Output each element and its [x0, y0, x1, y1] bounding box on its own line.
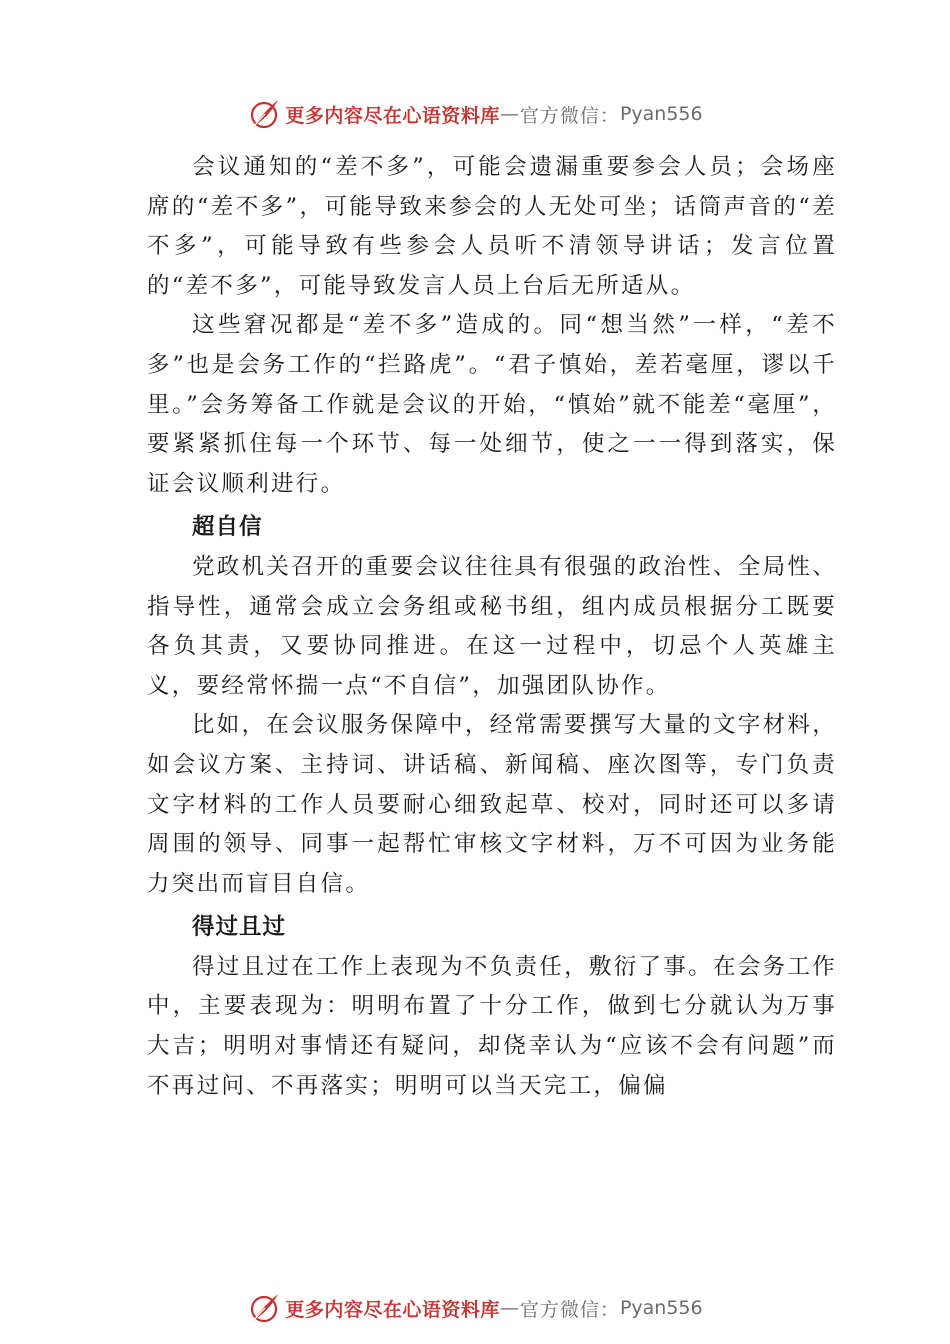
footer-wechat-account: Pyan556 [619, 1297, 703, 1319]
paragraph-2: 这些窘况都是“差不多”造成的。同“想当然”一样，“差不多”也是会务工作的“拦路虎”。“君子慎始，差若毫厘，谬以千里。”会务筹备工作就是会议的开始，“慎始”就不能差“毫厘”，要紧紧抓住每一个环节、每一处细节，使之一一得到落实，保证会议顺利进行。 [147, 312, 837, 497]
banner-site-name: 更多内容尽在心语资料库 [285, 104, 500, 127]
quill-circle-logo-icon [247, 1291, 281, 1325]
footer-wechat-label: 官方微信： [519, 1298, 620, 1321]
paragraph-4: 比如，在会议服务保障中，经常需要撰写大量的文字材料，如会议方案、主持词、讲话稿、新闻稿、座次图等，专门负责文字材料的工作人员要耐心细致起草、校对，同时还可以多请周围的领导、同事一起帮忙审核文字材料，万不可因为业务能力突出而盲目自信。 [147, 712, 837, 897]
paragraph-5: 得过且过在工作上表现为不负责任，敷衍了事。在会务工作中，主要表现为：明明布置了十分工作，做到七分就认为万事大吉；明明对事情还有疑问，却侥幸认为“应该不会有问题”而不再过问、不再落实；明明可以当天完工，偏偏 [147, 953, 837, 1099]
footer-banner [0, 1288, 950, 1328]
banner-dash: — [499, 103, 520, 125]
paragraph-3: 党政机关召开的重要会议往往具有很强的政治性、全局性、指导性，通常会成立会务组或秘书组，组内成员根据分工既要各负其责，又要协同推进。在这一过程中，切忌个人英雄主义，要经常怀揣一点“不自信”，加强团队协作。 [147, 553, 837, 699]
quill-circle-logo-icon [247, 97, 281, 131]
banner-wechat-label: 官方微信： [519, 104, 620, 127]
paragraph-1: 会议通知的“差不多”，可能会遗漏重要参会人员；会场座席的“差不多”，可能导致来参会的人无处可坐；话筒声音的“差不多”，可能导致有些参会人员听不清领导讲话；发言位置的“差不多”，可能导致发言人员上台后无所适从。 [147, 154, 837, 299]
banner-wechat-account: Pyan556 [619, 103, 703, 125]
document-body [147, 148, 837, 1106]
header-banner [0, 94, 950, 134]
section-heading-chaozixin: 超自信 [192, 514, 263, 541]
section-heading-deguoqieguo: 得过且过 [192, 914, 287, 941]
footer-dash: — [499, 1297, 520, 1319]
footer-site-name: 更多内容尽在心语资料库 [285, 1298, 500, 1321]
